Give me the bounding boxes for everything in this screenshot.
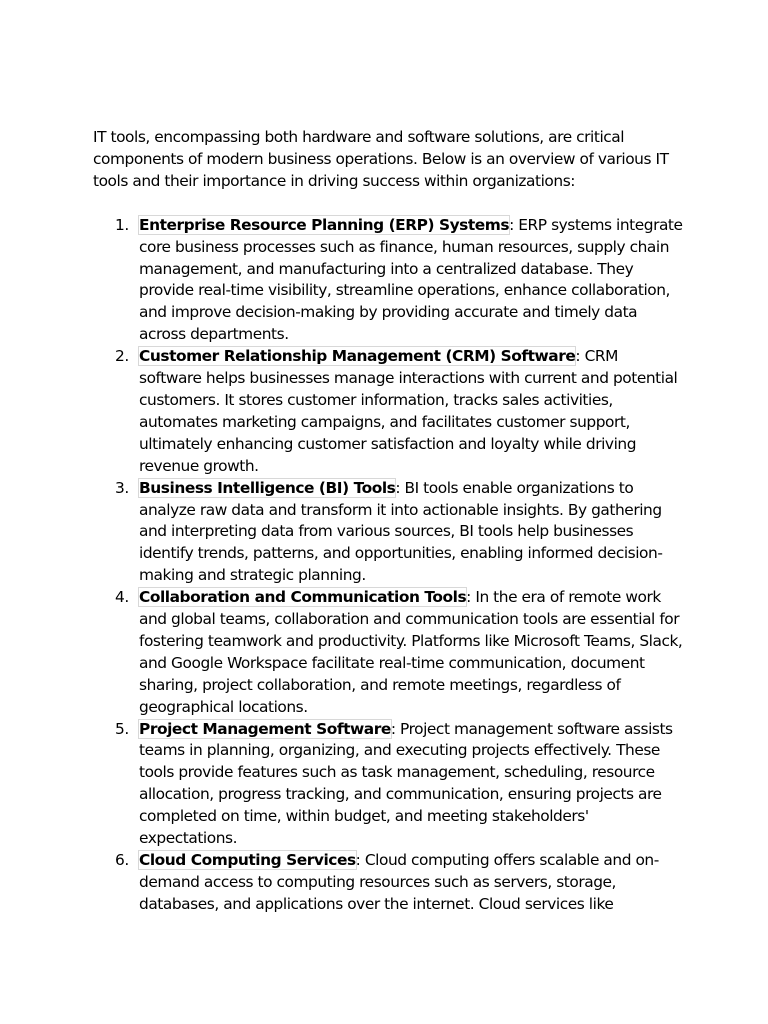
description-erp: : ERP systems integrate core business processes such as finance, human resources, supply chain management, and manufacturing into a centralized database. They provide real-time visibility, streamline operations, enhance collaboration, and improve decision-making by providing accurate and timely data across departments. [139,215,683,344]
description-bi: : BI tools enable organizations to analyze raw data and transform it into actionable insights. By gathering and interpreting data from various sources, BI tools help businesses identify trends, patterns, and opportunities, enabling informed decision-making and strategic planning. [139,478,663,585]
description-collaboration: : In the era of remote work and global teams, collaboration and communication tools are essential for fostering teamwork and productivity. Platforms like Microsoft Teams, Slack, and Google Workspace facilitate real-time communication, document sharing, project collaboration, and remote meetings, regardless of geographical locations. [139,588,683,716]
term-bi: Business Intelligence (BI) Tools [139,478,396,497]
term-crm: Customer Relationship Management (CRM) Software [139,347,576,366]
document-page [93,127,683,916]
list-item-erp [93,215,683,346]
term-project-management: Project Management Software [139,719,391,738]
intro-paragraph: IT tools, encompassing both hardware and software solutions, are critical components of modern business operations. Below is an overview of various IT tools and their importance in driving success within organizations: [93,128,669,190]
list-item-bi [93,478,683,588]
list-item-project-management [93,719,683,850]
description-crm: : CRM software helps businesses manage interactions with current and potential customers. It stores customer information, tracks sales activities, automates marketing campaigns, and facilitates customer support, ultimately enhancing customer satisfaction and loyalty while driving revenue growth. [139,347,678,475]
list-number: 2. [115,347,129,366]
list-item-crm [93,346,683,477]
list-item-cloud [93,850,683,916]
list-number: 3. [115,478,129,497]
description-project-management: : Project management software assists teams in planning, organizing, and executing projects effectively. These tools provide features such as task management, scheduling, resource allocation, progress tracking, and communication, ensuring projects are completed on time, within budget, and meeting stakeholders' expectations. [139,719,673,848]
term-collaboration: Collaboration and Communication Tools [139,588,467,607]
list-number: 4. [115,588,129,607]
term-erp: Enterprise Resource Planning (ERP) Systems [139,215,510,234]
term-cloud: Cloud Computing Services [139,851,356,869]
list-number: 6. [115,851,129,869]
list-number: 5. [115,719,129,738]
it-tools-list [93,215,683,916]
list-item-collaboration [93,587,683,718]
description-cloud: : Cloud computing offers scalable and on-demand access to computing resources such as servers, storage, databases, and applications over the internet. Cloud services like [139,851,659,913]
list-number: 1. [115,215,129,234]
